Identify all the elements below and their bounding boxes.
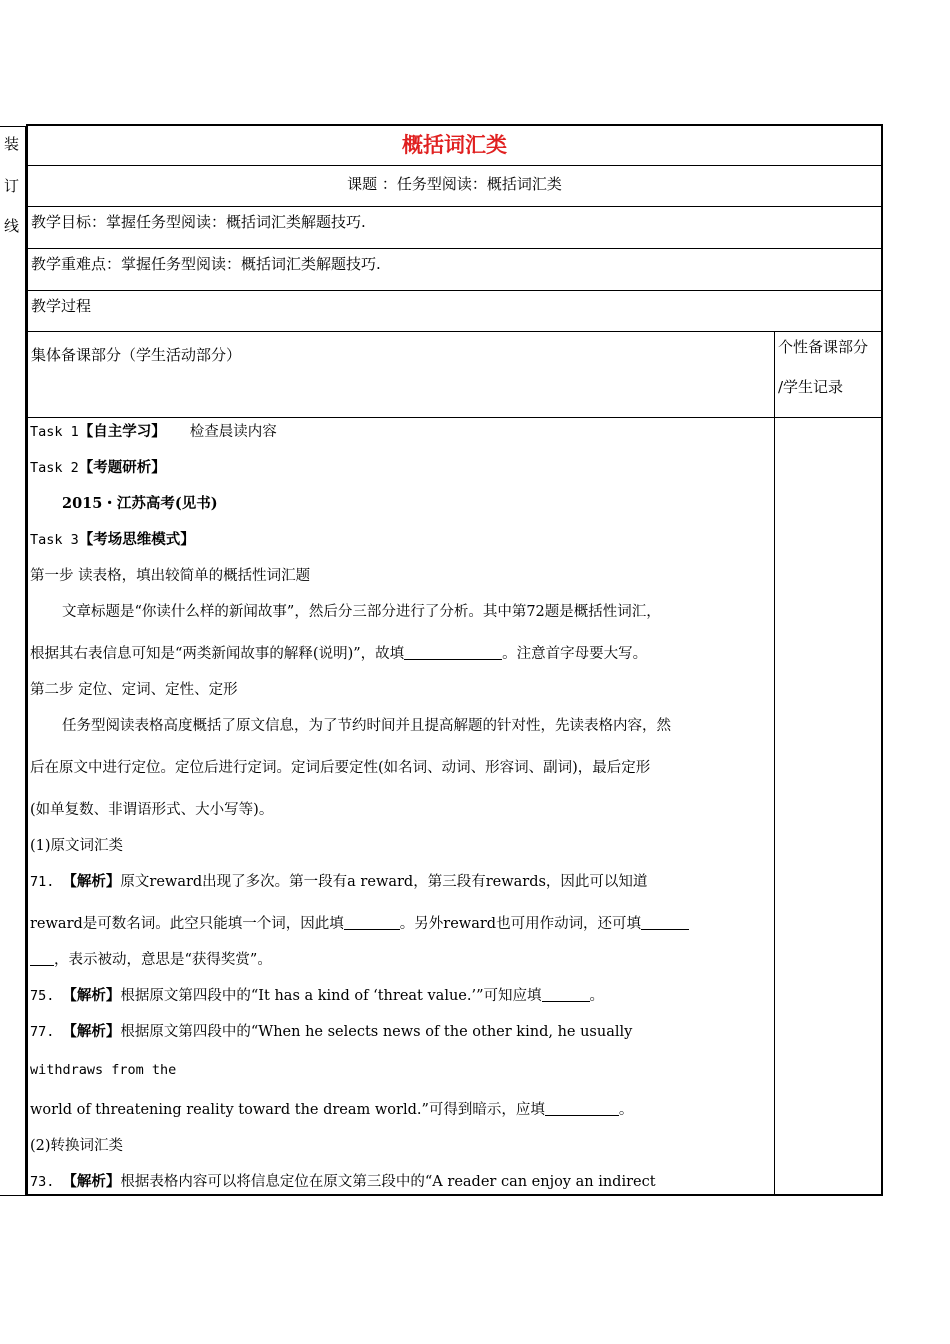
answer-blank-71b-cont[interactable] [30, 951, 54, 966]
step2-heading: 第二步 定位、定词、定性、定形 [30, 682, 238, 698]
subject-row: 课题 ：任务型阅读：概括词汇类 [28, 166, 881, 207]
para1-line2: 根据其右表信息可知是“两类新闻故事的解释(说明)”，故填 。注意首字母要大写。 [30, 646, 648, 662]
binding-char-3: 线 [4, 217, 20, 235]
para2-line1: 任务型阅读表格高度概括了原文信息，为了节约时间并且提高解题的针对性，先读表格内容，然 [62, 718, 671, 734]
q71-line1: 71. 【解析】原文reward出现了多次。第一段有a reward，第三段有rewards，因此可以知道 [30, 873, 648, 890]
answer-blank-75[interactable] [542, 987, 590, 1002]
q77-line3: world of threatening reality toward the dream world.”可得到暗示，应填 。 [30, 1102, 634, 1118]
q77-line2: withdraws from the [30, 1062, 177, 1078]
section-converted-vocab: (2)转换词汇类 [30, 1138, 124, 1154]
answer-blank-72[interactable] [404, 645, 502, 660]
para1-line1: 文章标题是“你读什么样的新闻故事”，然后分三部分进行了分析。其中第72题是概括性词汇， [62, 604, 661, 620]
q75-line: 75. 【解析】根据原文第四段中的“It has a kind of ‘threat value.’”可知应填 。 [30, 987, 605, 1004]
binding-char-2: 订 [4, 177, 20, 195]
answer-blank-71b[interactable] [641, 915, 689, 930]
section-original-vocab: (1)原文词汇类 [30, 838, 124, 854]
binding-line-column [0, 126, 26, 1196]
collective-prep-label: 集体备课部分（学生活动部分） [31, 346, 242, 364]
page-title: 概括词汇类 [28, 126, 881, 166]
student-record-label: /学生记录 [778, 378, 844, 396]
binding-char-1: 装 [4, 135, 20, 153]
q77-line1: 77. 【解析】根据原文第四段中的“When he selects news of the other kind, he usually [30, 1023, 633, 1040]
task3-line: Task 3【考场思维模式】 [30, 531, 195, 548]
q71-line3: ，表示被动，意思是“获得奖赏”。 [30, 948, 272, 969]
q71-line2: reward是可数名词。此空只能填一个词，因此填 。另外reward也可用作动词，还可填 [30, 912, 689, 933]
exam-line: 2015・江苏高考(见书) [62, 495, 218, 512]
goal-row: 教学目标：掌握任务型阅读：概括词汇类解题技巧. [28, 207, 881, 249]
process-row: 教学过程 [28, 291, 881, 332]
answer-blank-77[interactable] [545, 1101, 619, 1116]
task1-line: Task 1【自主学习】 检查晨读内容 [30, 423, 277, 440]
para2-line2: 后在原文中进行定位。定位后进行定词。定词后要定性(如名词、动词、形容词、副词)，最后定形 [30, 760, 651, 776]
section-header-row [28, 332, 881, 418]
difficulty-row: 教学重难点：掌握任务型阅读：概括词汇类解题技巧. [28, 249, 881, 291]
task2-line: Task 2【考题研析】 [30, 459, 166, 476]
lesson-plan-table [26, 124, 883, 1196]
para2-line3: (如单复数、非谓语形式、大小写等)。 [30, 802, 274, 818]
q73-line1: 73. 【解析】根据表格内容可以将信息定位在原文第三段中的“A reader can enjoy an indirect [30, 1173, 656, 1190]
column-divider [774, 332, 775, 1194]
answer-blank-71a[interactable] [344, 915, 400, 930]
step1-heading: 第一步 读表格，填出较简单的概括性词汇题 [30, 568, 311, 584]
personal-prep-label: 个性备课部分 [778, 338, 869, 356]
